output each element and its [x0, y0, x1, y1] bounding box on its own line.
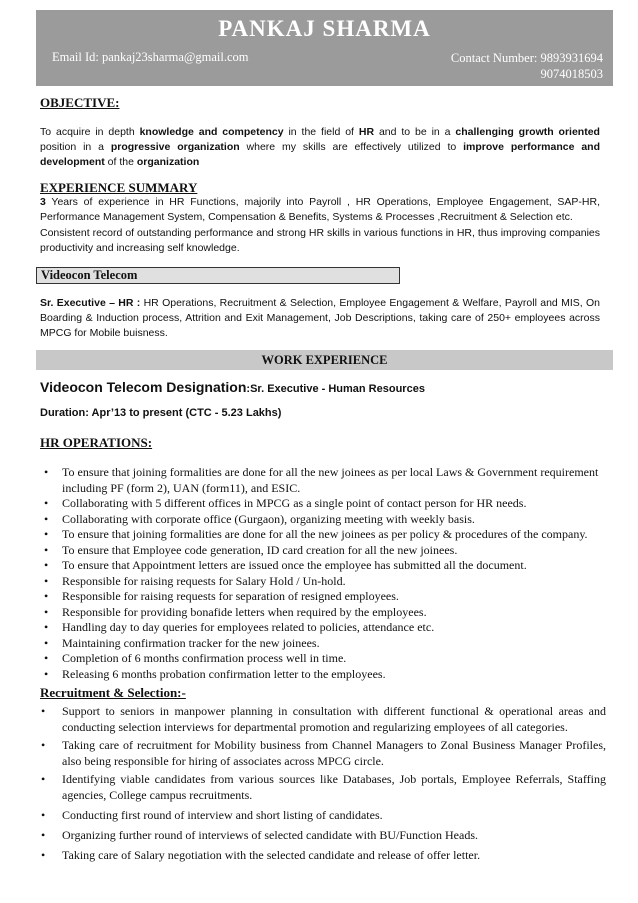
experience-summary-line1: 3 Years of experience in HR Functions, majorily into Payroll , HR Operations, Employee Engagement, SAP-HR, Performance Management System, Compensation & Benefits, Systems & Processes ,Recruitment & Selection etc.	[40, 196, 600, 223]
list-item: • To ensure that joining formalities are done for all the new joinees as per local Laws & Government requirement including PF (form 2), UAN (form11), and ESIC.	[44, 465, 599, 495]
experience-summary-heading: EXPERIENCE SUMMARY	[40, 180, 198, 195]
list-item: • Responsible for providing bonafide letters when required by the employees.	[44, 604, 427, 619]
bullet-icon: •	[44, 542, 49, 557]
list-item: • Organizing further round of interviews of selected candidate with BU/Function Heads.	[41, 828, 478, 842]
bullet-icon: •	[44, 496, 49, 510]
list-item: • Taking care of recruitment for Mobility business from Channel Managers to Zonal Business Manager Profiles, also being responsible for hiring of associates across MPCG circle.	[41, 738, 606, 768]
bullet-icon: •	[44, 635, 49, 650]
list-item: • Completion of 6 months confirmation process well in time.	[44, 651, 347, 665]
bullet-icon: •	[41, 828, 46, 842]
role-summary-text: HR Operations, Recruitment & Selection, Employee Engagement & Welfare, Payroll and MIS, On Boarding & Induction process, Attrition and Exit Management, Job Descriptions, taking care of 250+ employees across MPCG for Mobile buisness.	[40, 297, 600, 339]
bullet-icon: •	[41, 772, 46, 786]
list-item: • Taking care of Salary negotiation with the selected candidate and release of offer letter.	[41, 848, 481, 862]
list-item: • Collaborating with 5 different offices in MPCG as a single point of contact person for HR needs.	[44, 496, 527, 510]
bullet-icon: •	[44, 558, 49, 572]
contact-number: Contact Number: 9893931694	[450, 51, 603, 65]
bullet-icon: •	[41, 808, 46, 822]
hr-operations-heading: HR OPERATIONS:	[40, 435, 153, 450]
email-text: Email Id: pankaj23sharma@gmail.com	[52, 50, 249, 64]
list-item: • Responsible for raising requests for separation of resigned employees.	[44, 589, 399, 603]
header-banner	[36, 10, 613, 86]
bullet-icon: •	[41, 738, 46, 752]
bullet-icon: •	[44, 589, 49, 603]
bullet-icon: •	[44, 465, 49, 479]
list-item: • Support to seniors in manpower planning in consultation with different functional & operational areas and conducting selection interviews for departmental promotion and regularizing employees of all categories.	[41, 704, 606, 734]
list-item: • Collaborating with corporate office (Gurgaon), organizing meeting with weekly basis.	[44, 511, 475, 526]
contact-number-alt: 9074018503	[540, 67, 603, 81]
bullet-icon: •	[44, 604, 49, 619]
experience-summary-line2: Consistent record of outstanding performance and strong HR skills in various functions in HR, thus improving companies productivity and increasing self knowledge.	[40, 227, 600, 254]
recruitment-heading: Recruitment & Selection:-	[40, 685, 186, 700]
bullet-icon: •	[41, 848, 46, 862]
job-duration: Duration: Apr’13 to present (CTC - 5.23 Lakhs)	[40, 407, 282, 419]
list-item: • To ensure that Employee code generation, ID card creation for all the new joinees.	[44, 542, 458, 557]
role-summary	[40, 296, 600, 341]
list-item: • To ensure that Appointment letters are issued once the employee has submitted all the document.	[44, 558, 527, 572]
job-title	[40, 379, 425, 397]
recruitment-list	[40, 703, 606, 863]
list-item: • Releasing 6 months probation confirmation letter to the employees.	[44, 666, 386, 681]
job-designation: :Sr. Executive - Human Resources	[246, 383, 425, 395]
bullet-icon: •	[44, 620, 49, 634]
bullet-icon: •	[44, 573, 49, 588]
list-item: • Conducting first round of interview and short listing of candidates.	[41, 808, 383, 822]
candidate-name: PANKAJ SHARMA	[218, 16, 431, 41]
list-item: • Identifying viable candidates from various sources like Databases, Job portals, Employee Referrals, Staffing agencies, College campus recruitments.	[41, 772, 606, 802]
list-item: • To ensure that joining formalities are done for all the new joinees as per policy & procedures of the company.	[44, 527, 588, 541]
work-experience-bar: WORK EXPERIENCE	[36, 350, 613, 370]
objective-heading: OBJECTIVE:	[40, 95, 120, 110]
list-item: • Responsible for raising requests for Salary Hold / Un-hold.	[44, 573, 346, 588]
role-summary-title: Sr. Executive – HR :	[40, 297, 141, 309]
objective-text: To acquire in depth knowledge and competency in the field of HR and to be in a challenging growth oriented position in a progressive organization where my skills are effectively utilized to improve performance and development of the organization	[40, 126, 600, 168]
bullet-icon: •	[44, 651, 49, 665]
bullet-icon: •	[44, 511, 49, 526]
hr-operations-list	[40, 465, 606, 682]
list-item: • Maintaining confirmation tracker for the new joinees.	[44, 635, 320, 650]
bullet-icon: •	[41, 704, 46, 718]
job-company: Videocon Telecom Designation	[40, 379, 247, 395]
list-item: • Handling day to day queries for employees related to policies, attendance etc.	[44, 620, 435, 634]
company-bar: Videocon Telecom	[36, 267, 400, 284]
bullet-icon: •	[44, 527, 49, 541]
contact-block	[451, 50, 603, 82]
bullet-icon: •	[44, 666, 49, 681]
